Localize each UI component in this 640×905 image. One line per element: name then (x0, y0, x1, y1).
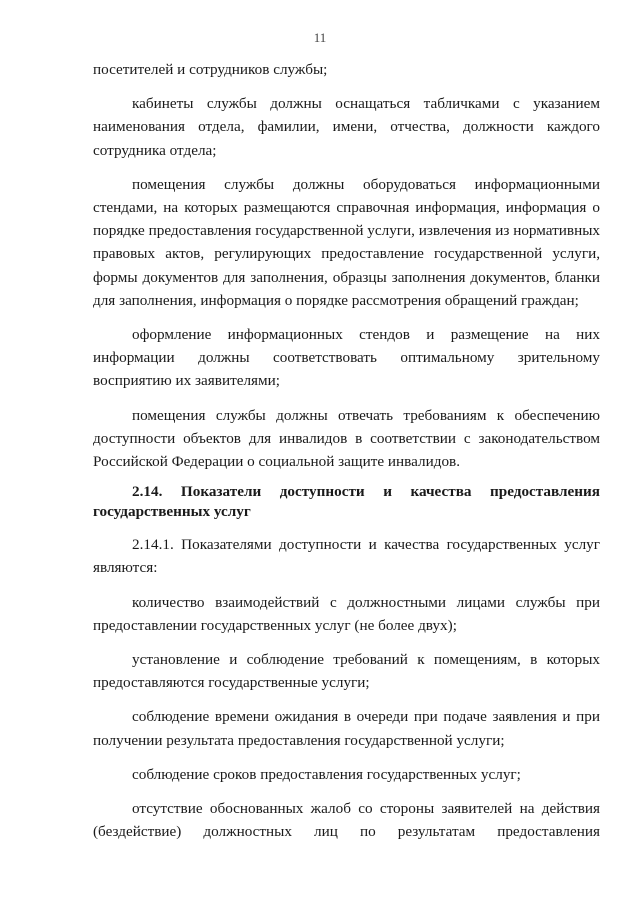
document-body (93, 58, 600, 843)
page-number: 11 (313, 30, 327, 45)
paragraph-interactions-count: количество взаимодействий с должностными лицами службы при предоставлении государственных услуг (не более двух); (93, 593, 600, 634)
paragraph-office-plates: кабинеты службы должны оснащаться табличками с указанием наименования отдела, фамилии, имени, отчества, должности каждого сотрудника отдела; (93, 95, 600, 159)
paragraph-deadlines: соблюдение сроков предоставления государственных услуг; (132, 765, 521, 783)
paragraph-stand-design: оформление информационных стендов и размещение на них информации должны соответствовать оптимальному зрительному восприятию их заявителями; (93, 326, 600, 390)
paragraph-info-stands: помещения службы должны оборудоваться информационными стендами, на которых размещаются справочная информация, информация о порядке предоставления государственной услуги, извлечения из нормативных правовых актов, регулирующих предоставление государственной услуги, формы документов для заполнения, образцы заполнения документов, бланки для заполнения, информация о порядке рассмотрения обращений граждан; (93, 175, 600, 309)
paragraph-premises-requirements: установление и соблюдение требований к помещениям, в которых предоставляются государственные услуги; (93, 651, 600, 692)
paragraph-2-14-1: 2.14.1. Показателями доступности и качества государственных услуг являются: (93, 536, 600, 577)
paragraph-accessibility: помещения службы должны отвечать требованиям к обеспечению доступности объектов для инвалидов в соответствии с законодательством Российской Федерации о социальной защите инвалидов. (93, 406, 600, 471)
paragraph-complaints: отсутствие обоснованных жалоб со стороны заявителей на действия (бездействие) должностных лиц по результатам предоставления (93, 800, 600, 841)
paragraph-waiting-time: соблюдение времени ожидания в очереди при подаче заявления и при получении результата предоставления государственной услуги; (93, 708, 600, 749)
section-heading-2-14: 2.14. Показатели доступности и качества предоставления государственных услуг (93, 483, 600, 521)
paragraph-visitors-staff: посетителей и сотрудников службы; (93, 61, 328, 78)
